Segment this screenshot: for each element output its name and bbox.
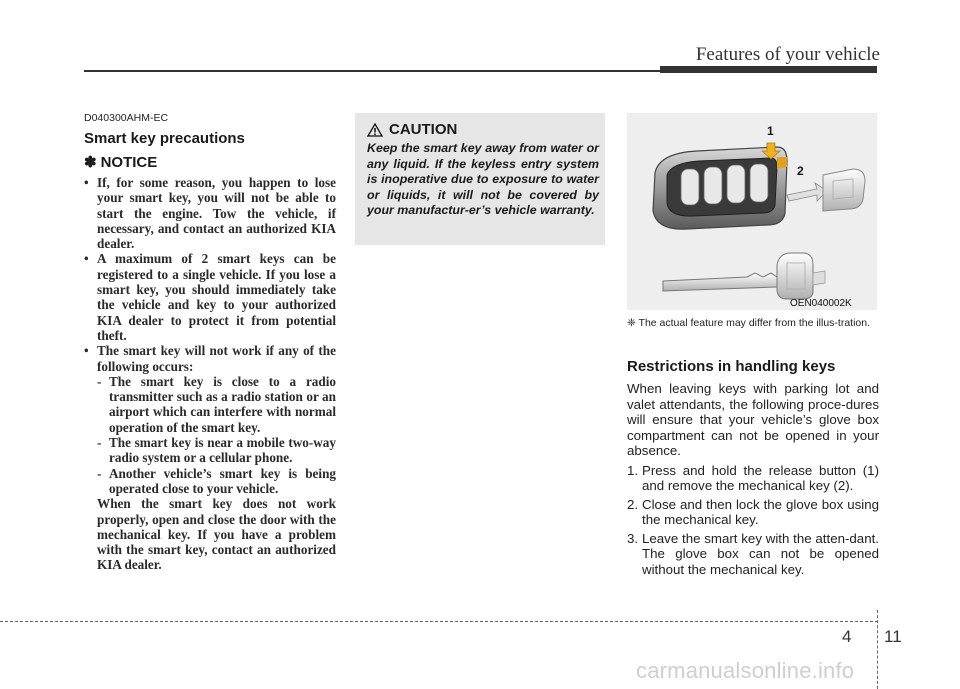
step-item: [627, 531, 879, 578]
column-smart-key-precautions: [84, 112, 336, 573]
callout-2: 2: [797, 164, 804, 178]
section-title: Restrictions in handling keys: [627, 358, 836, 375]
condition-list: [97, 374, 336, 496]
step-list: [627, 463, 879, 578]
warning-triangle-icon: [367, 123, 383, 137]
precaution-list: [84, 175, 336, 496]
section-title: Smart key precautions: [84, 130, 245, 147]
footer-rule: [0, 621, 878, 622]
closing-paragraph: When the smart key does not work properly, open and close the door with the mechanical key. If you have a problem with the smart key, contact an authorized KIA dealer.: [97, 496, 336, 573]
sub-list-item: - The smart key is close to a radio transmitter such as a radio station or an airport which can interfere with normal operation of the smart key.: [97, 374, 336, 435]
header-title: Features of your vehicle: [695, 44, 880, 65]
smart-key-drawing: [627, 113, 877, 310]
step-number: 3.: [627, 530, 639, 546]
header-rule-bold: [660, 66, 877, 73]
list-item: [84, 343, 336, 496]
footer-divider: [877, 610, 878, 689]
mechanical-key-sliding: [823, 169, 865, 211]
step-number: 2.: [627, 496, 639, 512]
notice-heading: [84, 153, 336, 171]
smart-key-fob: [653, 147, 787, 229]
header-rule: [84, 70, 660, 72]
caution-text: Keep the smart key away from water or any liquid. If the keyless entry system is inoperative due to exposure to water or liquids, it will not be covered by your manufactur-er’s vehicle warranty.: [367, 141, 599, 218]
intro-paragraph: When leaving keys with parking lot and valet attendants, the following proce-dures will ensure that your vehicle’s glove box compartment can not be opened in your absence.: [627, 381, 879, 458]
list-item: • If, for some reason, you happen to lose your smart key, you will not be able to start the engine. Tow the vehicle, if necessary, and contact an authorized KIA dealer.: [84, 175, 336, 251]
column-key-restrictions: [627, 358, 879, 580]
chapter-number: 4: [842, 627, 852, 646]
step-number: 1.: [627, 462, 639, 478]
list-item: • A maximum of 2 smart keys can be registered to a single vehicle. If you lose a smart key, you should immediately take the vehicle and key to your authorized KIA dealer to protect it from potential theft.: [84, 251, 336, 343]
callout-1: 1: [767, 124, 774, 138]
step-text: Leave the smart key with the atten-dant. The glove box can not be opened without the mechanical key.: [642, 530, 879, 577]
notice-star-icon: ✽: [84, 154, 97, 171]
caution-box: [355, 113, 605, 245]
mechanical-key: [663, 253, 825, 299]
step-item: [627, 497, 879, 528]
sub-list-item: - Another vehicle’s smart key is being operated close to your vehicle.: [97, 466, 336, 497]
step-text: Close and then lock the glove box using the mechanical key.: [642, 496, 879, 527]
smart-key-illustration: [627, 113, 877, 310]
sub-list-item: - The smart key is near a mobile two-way radio system or a cellular phone.: [97, 435, 336, 466]
list-item-text: The smart key will not work if any of the following occurs:: [97, 343, 336, 374]
section-code: D040300AHM-EC: [84, 112, 169, 124]
pull-out-arrow: [787, 183, 827, 201]
caution-label: CAUTION: [389, 121, 458, 138]
figure-code: OEN040002K: [790, 298, 852, 309]
caution-heading: [367, 121, 599, 138]
notice-label: NOTICE: [100, 153, 158, 171]
page-number: 11: [884, 627, 902, 646]
step-text: Press and hold the release button (1) and remove the mechanical key (2).: [642, 462, 879, 493]
watermark: carmanualsonline.info: [636, 658, 855, 683]
figure-note: ❈ The actual feature may differ from the illus-tration.: [627, 317, 871, 329]
step-item: [627, 463, 879, 494]
